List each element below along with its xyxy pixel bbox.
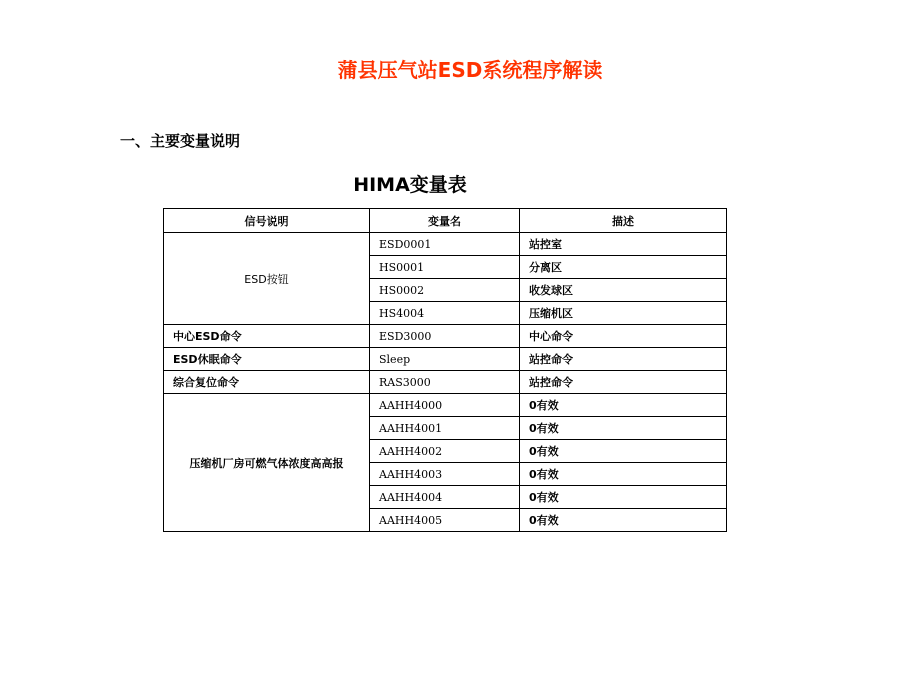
signal-cell: 中心ESD命令 [164, 325, 370, 348]
section-heading: 一、主要变量说明 [120, 132, 241, 150]
description-cell: 收发球区 [520, 279, 727, 302]
variable-cell: AAHH4003 [370, 463, 520, 486]
table-row [164, 325, 727, 348]
description-cell: 0有效 [520, 463, 727, 486]
header-description: 描述 [520, 209, 727, 233]
table-row [164, 233, 727, 256]
signal-cell: ESD休眠命令 [164, 348, 370, 371]
variable-cell: ESD0001 [370, 233, 520, 256]
table-title: HIMA变量表 [353, 174, 467, 196]
description-cell: 0有效 [520, 509, 727, 532]
variable-cell: ESD3000 [370, 325, 520, 348]
variable-cell: HS4004 [370, 302, 520, 325]
description-cell: 压缩机区 [520, 302, 727, 325]
description-cell: 0有效 [520, 486, 727, 509]
description-cell: 站控室 [520, 233, 727, 256]
description-cell: 0有效 [520, 417, 727, 440]
description-cell: 中心命令 [520, 325, 727, 348]
variable-cell: AAHH4000 [370, 394, 520, 417]
hima-variable-table [163, 208, 727, 532]
description-cell: 站控命令 [520, 348, 727, 371]
description-cell: 0有效 [520, 440, 727, 463]
description-cell: 分离区 [520, 256, 727, 279]
variable-cell: Sleep [370, 348, 520, 371]
signal-cell: 综合复位命令 [164, 371, 370, 394]
page-title: 蒲县压气站ESD系统程序解读 [337, 58, 603, 82]
variable-cell: RAS3000 [370, 371, 520, 394]
description-cell: 站控命令 [520, 371, 727, 394]
variable-cell: HS0001 [370, 256, 520, 279]
signal-cell: ESD按钮 [164, 233, 370, 325]
description-cell: 0有效 [520, 394, 727, 417]
table-row [164, 394, 727, 417]
variable-cell: AAHH4001 [370, 417, 520, 440]
table-row [164, 348, 727, 371]
variable-cell: AAHH4002 [370, 440, 520, 463]
table-header-row [164, 209, 727, 233]
variable-cell: AAHH4004 [370, 486, 520, 509]
table-row [164, 371, 727, 394]
variable-cell: AAHH4005 [370, 509, 520, 532]
signal-cell: 压缩机厂房可燃气体浓度高高报 [164, 394, 370, 532]
header-variable: 变量名 [370, 209, 520, 233]
variable-cell: HS0002 [370, 279, 520, 302]
header-signal: 信号说明 [164, 209, 370, 233]
